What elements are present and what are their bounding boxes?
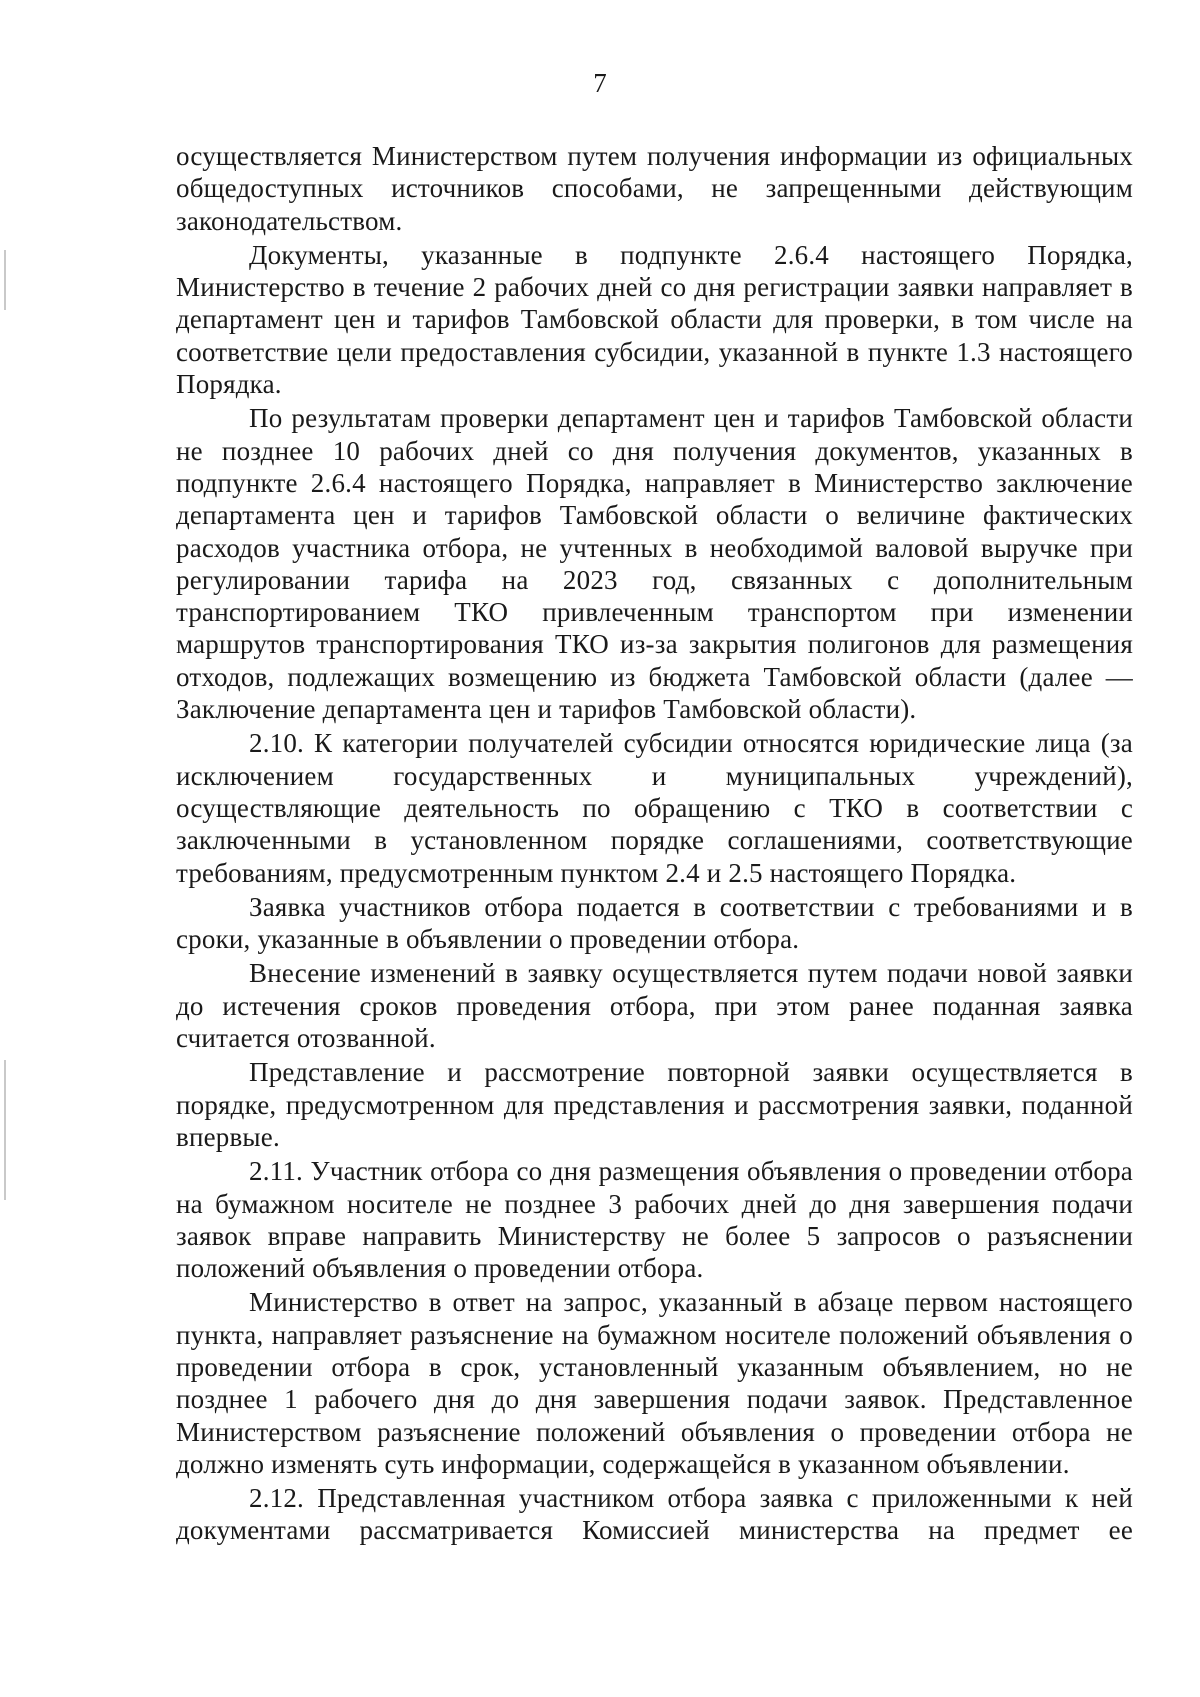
- paragraph-2-11: 2.11. Участник отбора со дня размещения объявления о проведении отбора на бумажном носителе не позднее 3 рабочих дней до дня завершения подачи заявок вправе направить Министерству не более 5 запросов о разъяснении положений объявления о проведении отбора.: [176, 1156, 1133, 1284]
- scan-edge-mark: [4, 250, 6, 310]
- paragraph-application-submission: Заявка участников отбора подается в соответствии с требованиями и в сроки, указанные в объявлении о проведении отбора.: [176, 891, 1133, 955]
- paragraph-check-results: По результатам проверки департамент цен и тарифов Тамбовской области не позднее 10 рабочих дней со дня получения документов, указанных в подпункте 2.6.4 настоящего Порядка, направляет в Министерство заключение департамента цен и тарифов Тамбовской области о величине фактических расходов участника отбора, не учтенных в необходимой валовой выручке при регулировании тарифа на 2023 год, связанных с дополнительным транспортированием ТКО привлеченным транспортом при изменении маршрутов транспортирования ТКО из-за закрытия полигонов для размещения отходов, подлежащих возмещению из бюджета Тамбовской области (далее — Заключение департамента цен и тарифов Тамбовской области).: [176, 403, 1133, 725]
- document-body: [176, 140, 1133, 1549]
- paragraph-2-10: 2.10. К категории получателей субсидии относятся юридические лица (за исключением государственных и муниципальных учреждений), осуществляющие деятельность по обращению с ТКО в соответствии с заключенными в установленном порядке соглашениями, соответствующие требованиям, предусмотренным пунктом 2.4 и 2.5 настоящего Порядка.: [176, 728, 1133, 888]
- paragraph-application-changes: Внесение изменений в заявку осуществляется путем подачи новой заявки до истечения сроков проведения отбора, при этом ранее поданная заявка считается отозванной.: [176, 958, 1133, 1054]
- paragraph-documents: Документы, указанные в подпункте 2.6.4 настоящего Порядка, Министерство в течение 2 рабочих дней со дня регистрации заявки направляет в департамент цен и тарифов Тамбовской области для проверки, в том числе на соответствие цели предоставления субсидии, указанной в пункте 1.3 настоящего Порядка.: [176, 239, 1133, 400]
- scan-edge-mark: [4, 1060, 6, 1200]
- paragraph-repeat-application: Представление и рассмотрение повторной заявки осуществляется в порядке, предусмотренном для представления и рассмотрения заявки, поданной впервые.: [176, 1057, 1133, 1152]
- paragraph-continuation: осуществляется Министерством путем получения информации из официальных общедоступных источников способами, не запрещенными действующим законодательством.: [176, 141, 1133, 236]
- paragraph-2-12: 2.12. Представленная участником отбора заявка с приложенными к ней документами рассматривается Комиссией министерства на предмет ее: [176, 1483, 1133, 1546]
- paragraph-ministry-response: Министерство в ответ на запрос, указанный в абзаце первом настоящего пункта, направляет разъяснение на бумажном носителе положений объявления о проведении отбора в срок, установленный указанным объявлением, но не позднее 1 рабочего дня до дня завершения подачи заявок. Представленное Министерством разъяснение положений объявления о проведении отбора не должно изменять суть информации, содержащейся в указанном объявлении.: [176, 1287, 1133, 1479]
- page-number: 7: [593, 68, 607, 98]
